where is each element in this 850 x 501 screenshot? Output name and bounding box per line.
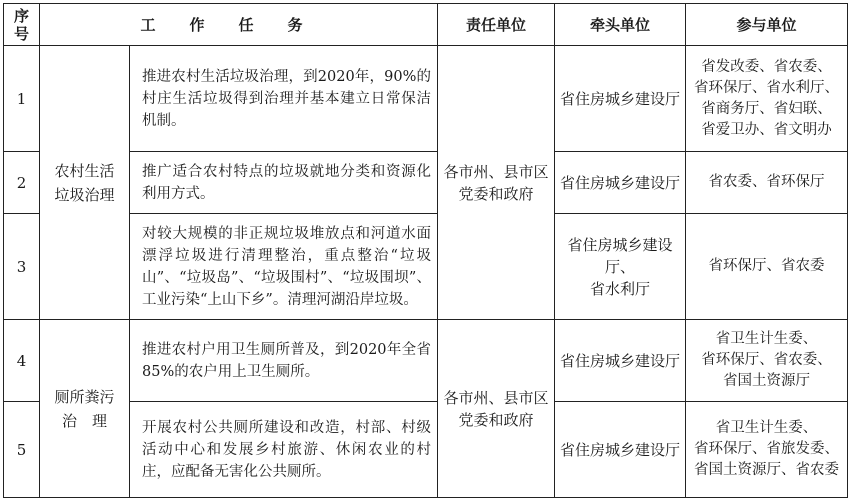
header-seq-line-1: 序 — [13, 6, 29, 25]
lead-cell — [555, 320, 686, 402]
participant-line: 省国土资源厅、省农委 — [694, 462, 840, 478]
header-participants: 参与单位 — [686, 4, 848, 46]
participant-line: 省农委、省环保厅 — [708, 174, 825, 190]
lead-cell — [555, 152, 686, 214]
lead-line: 省住房城乡建设厅 — [560, 89, 681, 108]
responsible-line: 各市州、县市区 — [443, 162, 549, 181]
responsible-line: 党委和政府 — [458, 410, 534, 429]
task-cell: 推广适合农村特点的垃圾就地分类和资源化利用方式。 — [130, 152, 438, 214]
category-cell — [40, 320, 130, 498]
category-line: 厕所粪污 — [54, 387, 115, 406]
task-cell: 对较大规模的非正规垃圾堆放点和河道水面漂浮垃圾进行清理整治，重点整治“垃圾山”、“垃圾岛”、“垃圾围村”、“垃圾围坝”、工业污染“上山下乡”。清理河湖沿岸垃圾。 — [130, 214, 438, 320]
row-number: 4 — [4, 320, 40, 402]
row-number: 1 — [4, 46, 40, 152]
category-line: 治 理 — [61, 411, 107, 430]
table-row — [4, 46, 848, 152]
participant-line: 省卫生计生委、 — [715, 420, 818, 436]
participant-cell — [686, 320, 848, 402]
lead-line: 省住房城乡建设厅 — [560, 173, 681, 192]
row-number: 3 — [4, 214, 40, 320]
task-cell: 开展农村公共厕所建设和改造，村部、村级活动中心和发展乡村旅游、休闲农业的村庄，应配备无害化公共厕所。 — [130, 402, 438, 498]
table-row — [4, 214, 848, 320]
row-number: 5 — [4, 402, 40, 498]
responsible-cell — [438, 46, 555, 320]
participant-line: 省环保厅、省水利厅、 — [694, 79, 840, 96]
table-row — [4, 402, 848, 498]
participant-line: 省商务厅、省妇联、 — [701, 100, 832, 117]
table-row — [4, 320, 848, 402]
responsible-line: 党委和政府 — [458, 184, 534, 203]
header-responsible: 责任单位 — [438, 4, 555, 46]
participant-line: 省环保厅、省旅发委、 — [694, 441, 840, 457]
category-line: 农村生活 — [54, 161, 115, 180]
task-cell: 推进农村户用卫生厕所普及，到2020年全省85%的农户用上卫生厕所。 — [130, 320, 438, 402]
table-row — [4, 152, 848, 214]
category-cell — [40, 46, 130, 320]
header-row — [4, 4, 848, 46]
lead-line: 省水利厅 — [590, 279, 651, 298]
header-lead: 牵头单位 — [555, 4, 686, 46]
lead-line: 省住房城乡建设厅、 — [567, 235, 673, 276]
lead-cell — [555, 402, 686, 498]
participant-cell — [686, 46, 848, 152]
lead-line: 省住房城乡建设厅 — [560, 351, 681, 370]
participant-line: 省发改委、省农委、 — [701, 58, 832, 75]
responsible-cell — [438, 320, 555, 498]
participant-line: 省环保厅、省农委、 — [701, 352, 832, 368]
participant-line: 省国土资源厅 — [723, 373, 811, 389]
participant-line: 省卫生计生委、 — [715, 331, 818, 347]
task-cell: 推进农村生活垃圾治理，到2020年，90%的村庄生活垃圾得到治理并基本建立日常保洁机制。 — [130, 46, 438, 152]
participant-cell — [686, 402, 848, 498]
header-task: 工作任务 — [40, 4, 438, 46]
lead-line: 省住房城乡建设厅 — [560, 440, 681, 459]
participant-cell — [686, 214, 848, 320]
task-table — [3, 3, 848, 498]
participant-cell — [686, 152, 848, 214]
participant-line: 省爱卫办、省文明办 — [701, 121, 832, 138]
responsible-line: 各市州、县市区 — [443, 388, 549, 407]
lead-cell — [555, 46, 686, 152]
lead-cell — [555, 214, 686, 320]
header-seq-line-2: 号 — [13, 24, 29, 43]
participant-line: 省环保厅、省农委 — [708, 258, 825, 274]
header-seq — [4, 4, 40, 46]
category-line: 垃圾治理 — [54, 185, 115, 204]
row-number: 2 — [4, 152, 40, 214]
